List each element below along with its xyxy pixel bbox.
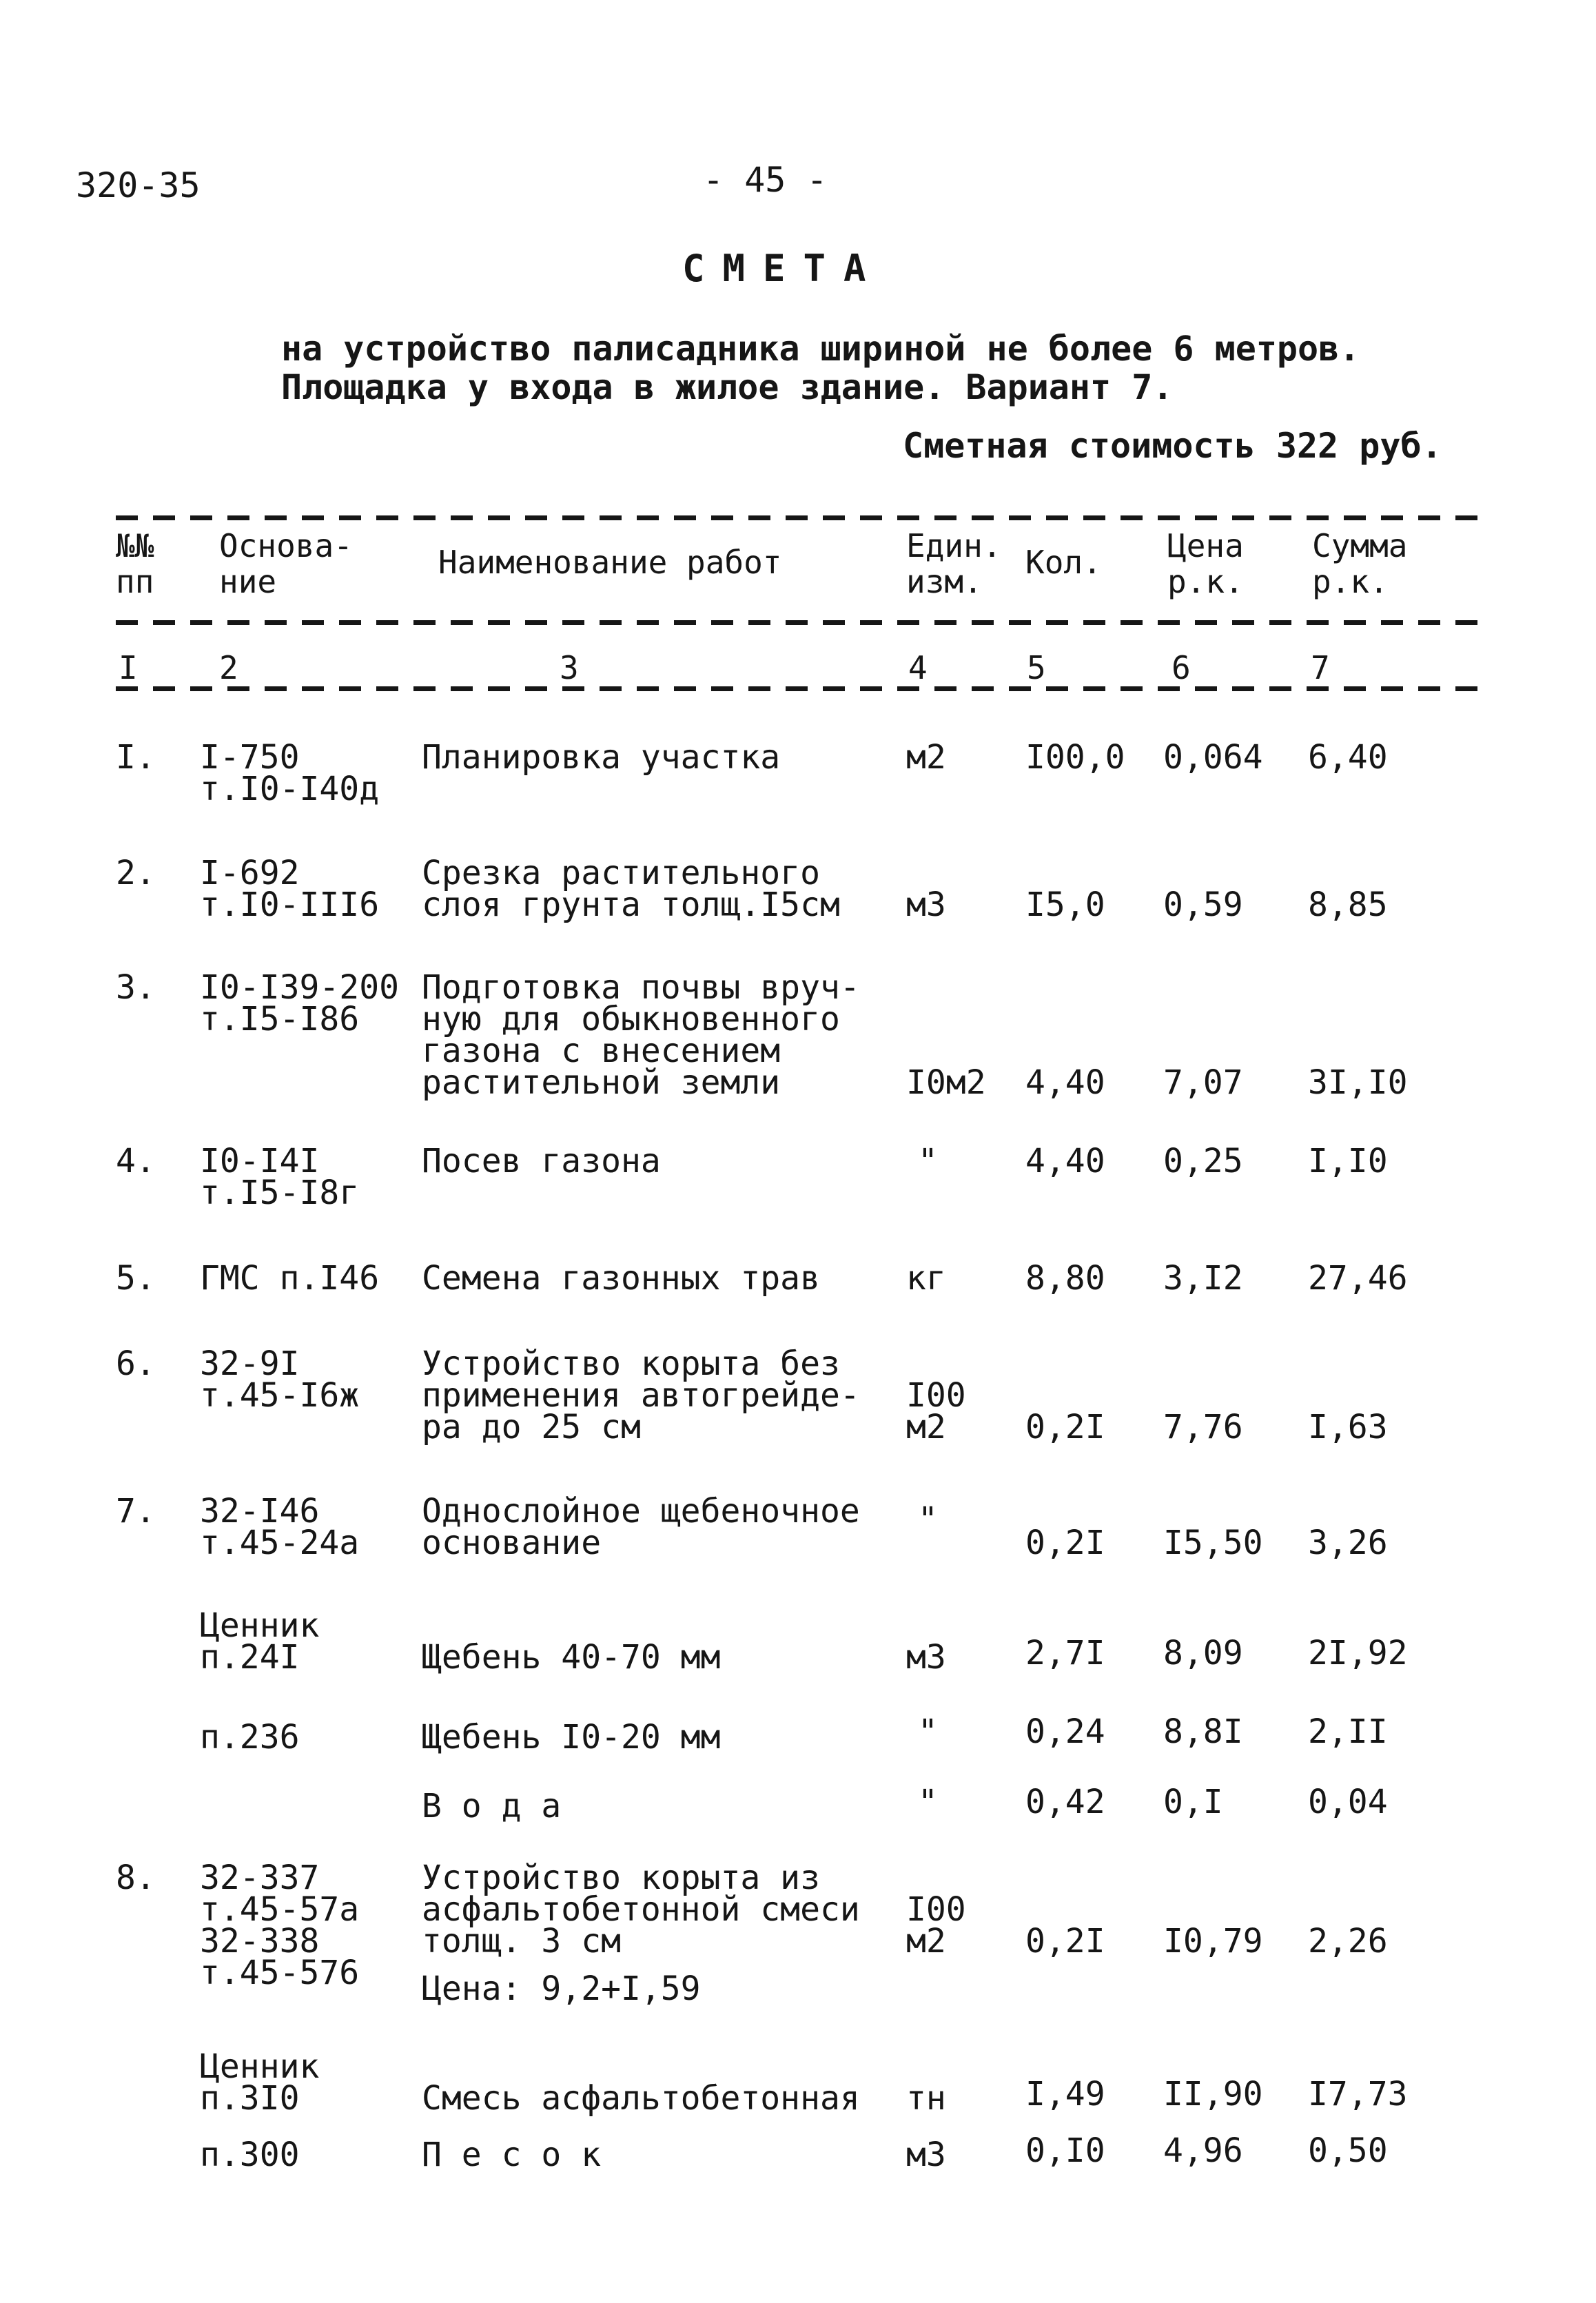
row-number: 6.: [116, 1344, 156, 1383]
row-unit: м3: [906, 1638, 946, 1677]
row-base: Ценник п.24I: [200, 1606, 320, 1677]
row-unit: ": [918, 1142, 938, 1180]
table-row: [0, 1712, 1596, 1757]
row-number: 7.: [116, 1492, 156, 1531]
table-row: [0, 738, 1596, 808]
table-row: [0, 1783, 1596, 1825]
column-header-base: Основа- ние: [219, 527, 353, 600]
row-number: 2.: [116, 854, 156, 892]
row-price-note: Цена: 9,2+I,59: [422, 1969, 701, 2008]
subtitle-line: Площадка у входа в жилое здание. Вариант 7.: [281, 367, 1174, 407]
row-work-name: Планировка участка: [422, 738, 781, 777]
row-price: 8,8I: [1163, 1712, 1243, 1751]
row-base: п.236: [200, 1718, 300, 1757]
row-quantity: I,49: [1025, 2075, 1105, 2113]
row-sum: 8,85: [1308, 886, 1388, 924]
subtitle-line: на устройство палисадника шириной не более 6 метров.: [281, 329, 1360, 369]
column-number: 6: [1172, 649, 1191, 686]
row-number: 4.: [116, 1142, 156, 1180]
column-number: 2: [219, 649, 238, 686]
row-price: 3,I2: [1163, 1259, 1243, 1298]
row-base: I-692 т.I0-III6: [200, 854, 380, 924]
row-sum: 0,04: [1308, 1783, 1388, 1821]
row-quantity: 0,42: [1025, 1783, 1105, 1821]
row-price: 0,064: [1163, 738, 1263, 777]
table-row: [0, 1259, 1596, 1298]
row-base: Ценник п.3I0: [200, 2047, 320, 2118]
table-row: [0, 1492, 1596, 1562]
row-base: 32-337 т.45-57а 32-338 т.45-576: [200, 1859, 360, 1992]
column-header-unit: Един. изм.: [906, 527, 1002, 600]
document-subtitle: [281, 329, 1360, 407]
column-number: 3: [560, 649, 579, 686]
row-quantity: I00,0: [1025, 738, 1125, 777]
row-price: I5,50: [1163, 1524, 1263, 1562]
row-price: 0,25: [1163, 1142, 1243, 1180]
column-number: 5: [1027, 649, 1046, 686]
row-base: I0-I39-200 т.I5-I86: [200, 968, 399, 1038]
row-work-name: Семена газонных трав: [422, 1259, 820, 1298]
row-price: I0,79: [1163, 1922, 1263, 1961]
table-row: [0, 2131, 1596, 2174]
table-row: [0, 854, 1596, 924]
row-work-name: Смесь асфальтобетонная: [422, 2079, 860, 2118]
column-number: 4: [908, 649, 928, 686]
column-number: 7: [1311, 649, 1330, 686]
row-work-name: Устройство корыта из асфальтобетонной смеси толщ. 3 см: [422, 1859, 860, 1961]
row-base: I0-I4I т.I5-I8г: [200, 1142, 360, 1212]
row-sum: 27,46: [1308, 1259, 1408, 1298]
row-sum: I,I0: [1308, 1142, 1388, 1180]
row-work-name: Щебень 40-70 мм: [422, 1638, 721, 1677]
row-price: 0,59: [1163, 886, 1243, 924]
row-quantity: I5,0: [1025, 886, 1105, 924]
row-quantity: 0,2I: [1025, 1524, 1105, 1562]
row-price: 7,07: [1163, 1063, 1243, 1102]
row-sum: 0,50: [1308, 2131, 1388, 2170]
row-quantity: 0,I0: [1025, 2131, 1105, 2170]
row-price: 4,96: [1163, 2131, 1243, 2170]
row-work-name: Подготовка почвы вруч- ную для обыкновенного газона с внесением растительной земли: [422, 968, 860, 1102]
row-quantity: 0,24: [1025, 1712, 1105, 1751]
row-number: 3.: [116, 968, 156, 1007]
column-header-num: №№ пп: [116, 527, 154, 600]
row-work-name: П е с о к: [422, 2136, 602, 2174]
row-sum: I7,73: [1308, 2075, 1408, 2113]
row-unit: кг: [906, 1259, 946, 1298]
row-work-name: Посев газона: [422, 1142, 661, 1180]
row-sum: 6,40: [1308, 738, 1388, 777]
row-work-name: Срезка растительного слоя грунта толщ.I5см: [422, 854, 840, 924]
page-number: - 45 -: [703, 160, 828, 200]
row-sum: 2,II: [1308, 1712, 1388, 1751]
row-work-name: Щебень I0-20 мм: [422, 1718, 721, 1757]
row-quantity: 8,80: [1025, 1259, 1105, 1298]
table-row: [0, 1344, 1596, 1446]
row-base: ГМС п.I46: [200, 1259, 380, 1298]
row-quantity: 2,7I: [1025, 1634, 1105, 1672]
row-unit: м3: [906, 886, 946, 924]
row-sum: 2,26: [1308, 1922, 1388, 1961]
row-quantity: 4,40: [1025, 1063, 1105, 1102]
table-header-rule: [116, 620, 1480, 625]
row-unit: I0м2: [906, 1063, 986, 1102]
row-unit: I00 м2: [906, 1890, 966, 1961]
row-base: 32-I46 т.45-24а: [200, 1492, 360, 1562]
row-work-name: В о д а: [422, 1787, 562, 1825]
row-price: II,90: [1163, 2075, 1263, 2113]
row-sum: I,63: [1308, 1408, 1388, 1446]
estimated-cost: Сметная стоимость 322 руб.: [903, 426, 1442, 466]
row-number: 8.: [116, 1859, 156, 1897]
row-number: 5.: [116, 1259, 156, 1298]
row-unit: ": [918, 1500, 938, 1539]
row-unit: ": [918, 1783, 938, 1821]
document-title: СМЕТА: [682, 247, 884, 290]
row-price: 7,76: [1163, 1408, 1243, 1446]
document-code: 320-35: [76, 165, 201, 205]
row-base: 32-9I т.45-I6ж: [200, 1344, 360, 1415]
column-number: I: [119, 649, 138, 686]
row-work-name: Устройство корыта без применения автогрейде- ра до 25 см: [422, 1344, 860, 1446]
row-sum: 3I,I0: [1308, 1063, 1408, 1102]
row-quantity: 4,40: [1025, 1142, 1105, 1180]
table-row: [0, 1142, 1596, 1212]
row-unit: м3: [906, 2136, 946, 2174]
row-price: 8,09: [1163, 1634, 1243, 1672]
row-unit: ": [918, 1712, 938, 1751]
row-price: 0,I: [1163, 1783, 1223, 1821]
row-unit: тн: [906, 2079, 946, 2118]
row-base: I-750 т.I0-I40д: [200, 738, 380, 808]
table-top-rule: [116, 515, 1487, 520]
column-header-qty: Кол.: [1025, 544, 1102, 581]
column-numbers-rule: [116, 686, 1480, 691]
row-sum: 2I,92: [1308, 1634, 1408, 1672]
column-header-sum: Сумма р.к.: [1312, 527, 1408, 600]
row-quantity: 0,2I: [1025, 1922, 1105, 1961]
row-base: п.300: [200, 2136, 300, 2174]
row-work-name: Однослойное щебеночное основание: [422, 1492, 860, 1562]
row-sum: 3,26: [1308, 1524, 1388, 1562]
row-number: I.: [116, 738, 156, 777]
column-header-name: Наименование работ: [438, 544, 782, 581]
row-unit: м2: [906, 738, 946, 777]
row-unit: I00 м2: [906, 1376, 966, 1446]
row-quantity: 0,2I: [1025, 1408, 1105, 1446]
column-header-price: Цена р.к.: [1167, 527, 1244, 600]
